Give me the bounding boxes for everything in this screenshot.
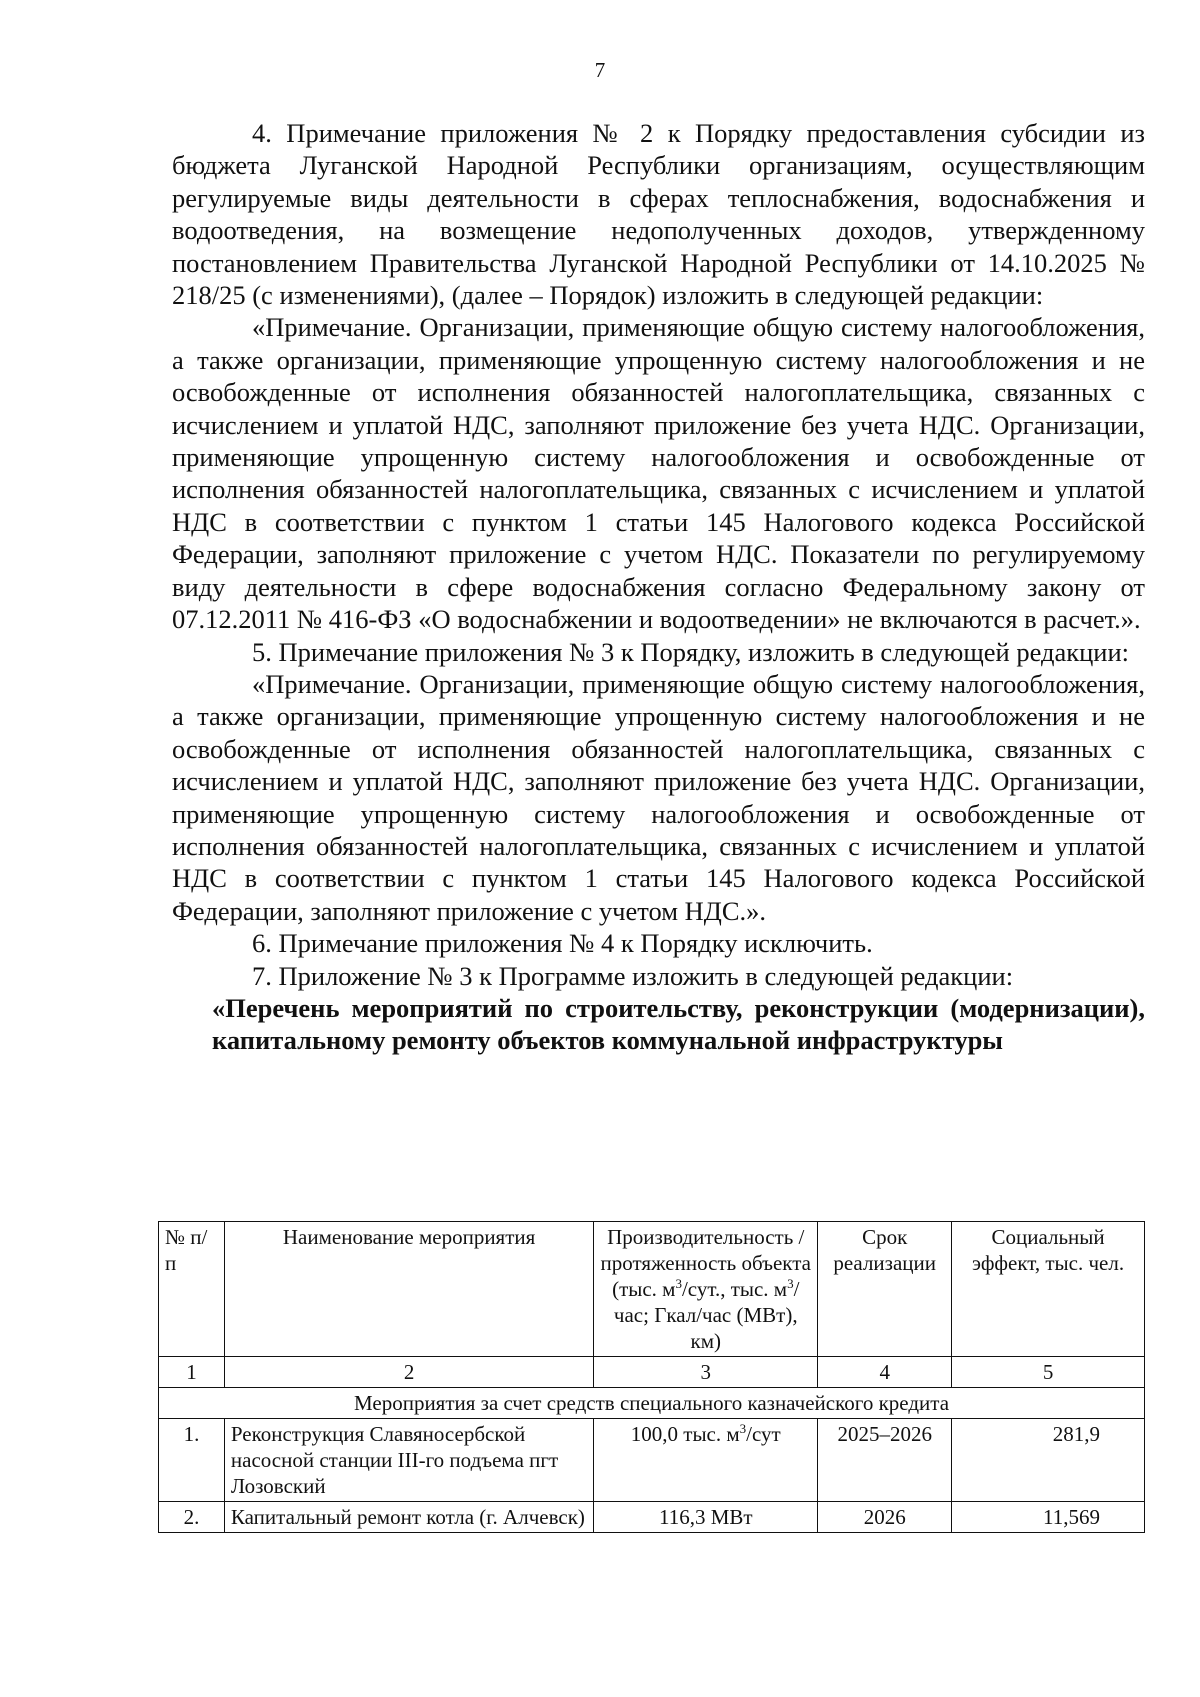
row-name: Реконструкция Славяносербской насосной станции III-го подъема пгт Лозовский bbox=[224, 1419, 593, 1502]
header-name: Наименование мероприятия bbox=[224, 1222, 593, 1357]
table-row bbox=[159, 1419, 1145, 1502]
header-period: Срок реализации bbox=[818, 1222, 952, 1357]
row-effect: 11,569 bbox=[952, 1502, 1145, 1533]
column-number: 5 bbox=[952, 1357, 1145, 1388]
table-title: «Перечень мероприятий по строительству, реконструкции (модернизации), капитальному ремонту объектов коммунальной инфраструктуры bbox=[212, 992, 1145, 1055]
column-number: 2 bbox=[224, 1357, 593, 1388]
paragraph-4: 4. Примечание приложения № 2 к Порядку предоставления субсидии из бюджета Луганской Народной Республики организациям, осуществляющим регулируемые виды деятельности в сферах теплоснабжения, водоснабжения и водоотведения, на возмещение недополученных доходов, утвержденному постановлением Правительства Луганской Народной Республики от 14.10.2025 № 218/25 (с изменениями), (далее – Порядок) изложить в следующей редакции: bbox=[172, 118, 1145, 311]
paragraph-6: 6. Примечание приложения № 4 к Порядку исключить. bbox=[252, 928, 873, 959]
row-num: 2. bbox=[159, 1502, 225, 1533]
header-effect: Социальный эффект, тыс. чел. bbox=[952, 1222, 1145, 1357]
section-title: Мероприятия за счет средств специального казначейского кредита bbox=[159, 1388, 1145, 1419]
row-period: 2026 bbox=[818, 1502, 952, 1533]
column-number: 4 bbox=[818, 1357, 952, 1388]
header-capacity: Производительность / протяженность объекта (тыс. $м^3$/сут., тыс. $м^3$/час; Гкал/час (МВт), км) bbox=[594, 1222, 818, 1357]
column-number-row bbox=[159, 1357, 1145, 1388]
row-name: Капитальный ремонт котла (г. Алчевск) bbox=[224, 1502, 593, 1533]
paragraph-7: 7. Приложение № 3 к Программе изложить в следующей редакции: bbox=[252, 960, 1014, 991]
table-row bbox=[159, 1502, 1145, 1533]
table-header-row bbox=[159, 1222, 1145, 1357]
page-number: 7 bbox=[594, 58, 606, 82]
paragraph-5: 5. Примечание приложения № 3 к Порядку, изложить в следующей редакции: bbox=[252, 636, 1130, 667]
events-table bbox=[158, 1221, 1145, 1533]
document-body bbox=[172, 117, 1145, 1056]
row-capacity: 100,0 тыс. $м^3$/сут bbox=[594, 1419, 818, 1502]
column-number: 3 bbox=[594, 1357, 818, 1388]
header-num: № п/п bbox=[159, 1222, 225, 1357]
column-number: 1 bbox=[159, 1357, 225, 1388]
row-capacity: 116,3 МВт bbox=[594, 1502, 818, 1533]
section-row bbox=[159, 1388, 1145, 1419]
paragraph-4-note: «Примечание. Организации, применяющие общую систему налогообложения, а также организации, применяющие упрощенную систему налогообложения и не освобожденные от исполнения обязанностей налогоплательщика, связанных с исчислением и уплатой НДС, заполняют приложение без учета НДС. Организации, применяющие упрощенную систему налогообложения и освобожденные от исполнения обязанностей налогоплательщика, связанных с исчислением и уплатой НДС в соответствии с пунктом 1 статьи 145 Налогового кодекса Российской Федерации, заполняют приложение с учетом НДС. Показатели по регулируемому виду деятельности в сфере водоснабжения согласно Федеральному закону от 07.12.2011 № 416-ФЗ «О водоснабжении и водоотведении» не включаются в расчет.». bbox=[172, 312, 1145, 635]
paragraph-5-note: «Примечание. Организации, применяющие общую систему налогообложения, а также организации, применяющие упрощенную систему налогообложения и не освобожденные от исполнения обязанностей налогоплательщика, связанных с исчислением и уплатой НДС, заполняют приложение без учета НДС. Организации, применяющие упрощенную систему налогообложения и освобожденные от исполнения обязанностей налогоплательщика, связанных с исчислением и уплатой НДС в соответствии с пунктом 1 статьи 145 Налогового кодекса Российской Федерации, заполняют приложение с учетом НДС.». bbox=[172, 668, 1145, 926]
row-effect: 281,9 bbox=[952, 1419, 1145, 1502]
row-num: 1. bbox=[159, 1419, 225, 1502]
row-period: 2025–2026 bbox=[818, 1419, 952, 1502]
